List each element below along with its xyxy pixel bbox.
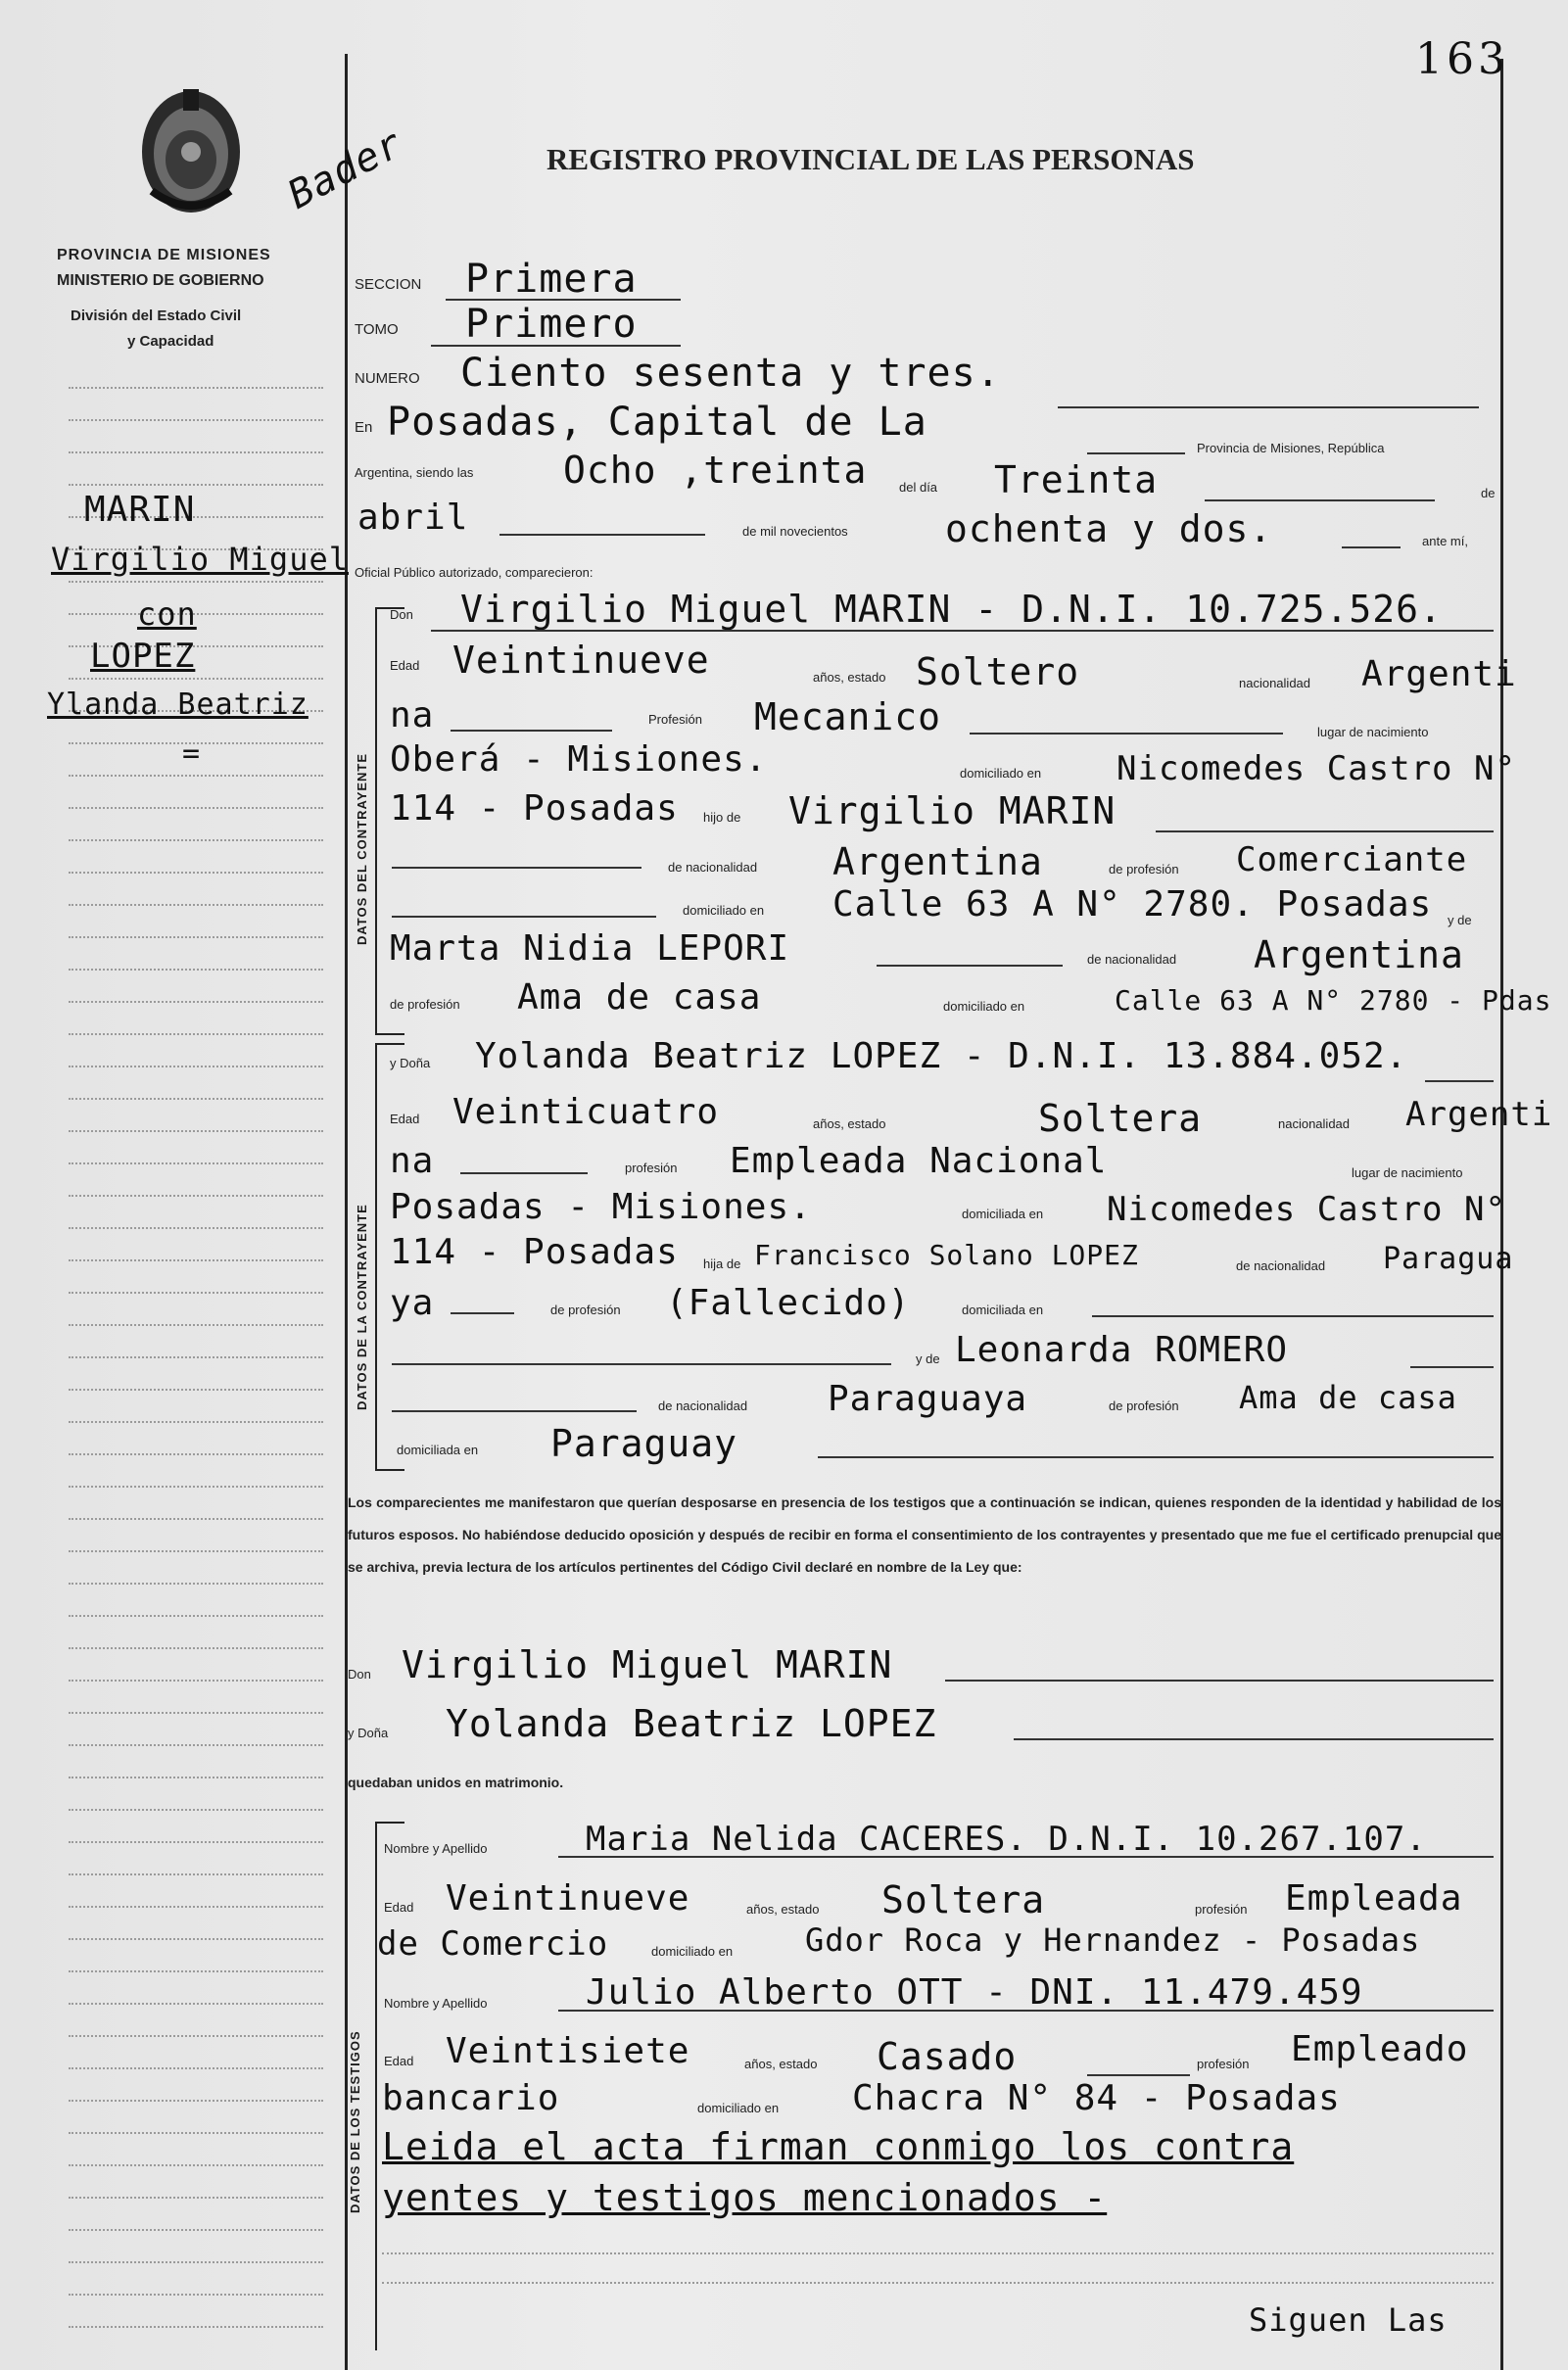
margin-rule-line bbox=[69, 1744, 323, 1746]
testigo2-profesion-1: Empleado bbox=[1291, 2029, 1469, 2069]
margin-rule-line bbox=[69, 1130, 323, 1132]
testigo2-edad-label: Edad bbox=[384, 2054, 414, 2068]
contrayenta-madre-dom-label: domiciliada en bbox=[397, 1443, 479, 1457]
dona-label: y Doña bbox=[390, 1056, 431, 1070]
testigos-bracket-top bbox=[375, 1822, 404, 1824]
declaracion-dona-label: y Doña bbox=[348, 1726, 389, 1740]
margin-rule-line bbox=[69, 936, 323, 938]
contrayente-estado: Soltero bbox=[916, 650, 1080, 693]
margin-rule-line bbox=[69, 2035, 323, 2037]
de-mil-label: de mil novecientos bbox=[742, 524, 848, 539]
contrayenta-domicilio-label: domiciliada en bbox=[962, 1207, 1044, 1221]
contrayenta-edad: Veinticuatro bbox=[452, 1092, 720, 1132]
testigos-bracket bbox=[375, 1822, 377, 2350]
margin-rule-line bbox=[69, 1518, 323, 1520]
don-label: Don bbox=[390, 607, 413, 622]
margin-rule-line bbox=[69, 2164, 323, 2166]
en-label: En bbox=[355, 419, 373, 436]
margin-rule-line bbox=[69, 2229, 323, 2231]
testigo1-edad-label: Edad bbox=[384, 1900, 414, 1915]
contrayente-padre-dom: Calle 63 A N° 2780. Posadas bbox=[832, 884, 1433, 924]
contrayente-domicilio-2: 114 - Posadas bbox=[390, 788, 679, 829]
margin-rule-line bbox=[69, 1001, 323, 1003]
seccion-value: Primera bbox=[465, 257, 638, 302]
testigos-side-label: DATOS DE LOS TESTIGOS bbox=[348, 2030, 362, 2213]
margin-rule-line bbox=[69, 1292, 323, 1294]
contrayenta-y-de-label: y de bbox=[916, 1351, 940, 1366]
ante-mi-label: ante mí, bbox=[1422, 534, 1468, 548]
padre-prof-label: de profesión bbox=[1109, 862, 1179, 877]
contrayente-edad: Veintinueve bbox=[452, 639, 710, 682]
margin-rule-line bbox=[69, 1970, 323, 1972]
margin-rule-line bbox=[69, 1906, 323, 1908]
declaracion-don: Virgilio Miguel MARIN bbox=[402, 1643, 893, 1686]
testigo1-edad: Veintinueve bbox=[446, 1878, 690, 1919]
margin-rule-line bbox=[69, 1873, 323, 1875]
margin-rule-line bbox=[69, 807, 323, 809]
coat-of-arms-icon bbox=[132, 83, 250, 220]
mes-value: abril bbox=[357, 498, 469, 538]
contrayente-padre: Virgilio MARIN bbox=[788, 789, 1117, 832]
contrayente-profesion: Mecanico bbox=[754, 695, 942, 738]
contrayenta-bracket bbox=[375, 1043, 377, 1469]
closing-line-2: yentes y testigos mencionados - bbox=[382, 2176, 1108, 2219]
contrayenta-padre-nac-1: Paragua bbox=[1383, 1242, 1514, 1276]
provincia-label: Provincia de Misiones, República bbox=[1197, 441, 1385, 455]
division-label-2: y Capacidad bbox=[127, 333, 214, 350]
margin-rule-line bbox=[69, 1195, 323, 1197]
margin-rule-line bbox=[69, 2326, 323, 2328]
margin-rule-line bbox=[69, 2132, 323, 2134]
margin-rule-line bbox=[69, 387, 323, 389]
margin-rule-line bbox=[69, 1486, 323, 1488]
margin-rule-line bbox=[69, 1841, 323, 1843]
declaracion-dona: Yolanda Beatriz LOPEZ bbox=[446, 1702, 937, 1745]
margin-note-surname-2: LOPEZ bbox=[90, 637, 196, 676]
contrayente-nacionalidad-1: Argenti bbox=[1361, 654, 1517, 694]
testigo1-estado-label: años, estado bbox=[746, 1902, 820, 1917]
testigo1-domicilio: Gdor Roca y Hernandez - Posadas bbox=[805, 1921, 1421, 1959]
margin-rule-line bbox=[69, 678, 323, 680]
margin-rule-line bbox=[69, 1259, 323, 1261]
contrayenta-nombre: Yolanda Beatriz LOPEZ - D.N.I. 13.884.052. bbox=[475, 1036, 1408, 1076]
margin-rule-line bbox=[69, 1421, 323, 1423]
hija-label: hija de bbox=[703, 1256, 741, 1271]
hora-value: Ocho ,treinta bbox=[563, 449, 868, 492]
margin-rule-line bbox=[69, 1777, 323, 1778]
margin-rule-line bbox=[69, 1098, 323, 1100]
testigo1-domicilio-label: domiciliado en bbox=[651, 1944, 734, 1959]
numero-label: NUMERO bbox=[355, 370, 420, 387]
madre-nac-label: de nacionalidad bbox=[1087, 952, 1177, 967]
testigo2-nombre-label: Nombre y Apellido bbox=[384, 1996, 488, 2011]
estado-label: años, estado bbox=[813, 670, 886, 685]
contrayente-domicilio-1: Nicomedes Castro N° bbox=[1117, 749, 1516, 788]
contrayente-nacionalidad-2: na bbox=[390, 695, 435, 735]
document-title: REGISTRO PROVINCIAL DE LAS PERSONAS bbox=[546, 142, 1195, 176]
closing-line-1: Leida el acta firman conmigo los contra bbox=[382, 2125, 1295, 2168]
margin-rule-line bbox=[69, 969, 323, 971]
margin-note-names-2: Ylanda Beatriz bbox=[47, 687, 309, 722]
contrayenta-side-label: DATOS DE LA CONTRAYENTE bbox=[355, 1204, 369, 1410]
padre-dom-label: domiciliado en bbox=[683, 903, 765, 918]
dia-value: Treinta bbox=[994, 458, 1159, 501]
contrayente-side-label: DATOS DEL CONTRAYENTE bbox=[355, 752, 369, 945]
y-de-label: y de bbox=[1448, 913, 1472, 927]
testigo2-estado: Casado bbox=[877, 2035, 1018, 2078]
header-signature: Bader bbox=[280, 120, 410, 218]
nacionalidad-label: nacionalidad bbox=[1239, 676, 1311, 690]
argentina-label: Argentina, siendo las bbox=[355, 465, 474, 480]
ministry-label: MINISTERIO DE GOBIERNO bbox=[57, 272, 264, 289]
margin-rule-line bbox=[69, 1033, 323, 1035]
contrayenta-estado: Soltera bbox=[1038, 1097, 1203, 1140]
margin-rule-line bbox=[69, 1583, 323, 1585]
testigo2-domicilio: Chacra N° 84 - Posadas bbox=[852, 2078, 1341, 2118]
testigo2-profesion-2: bancario bbox=[382, 2078, 560, 2118]
contrayente-madre-nac: Argentina bbox=[1254, 933, 1464, 976]
margin-rule-line bbox=[69, 1066, 323, 1067]
de-label: de bbox=[1481, 486, 1496, 500]
margin-rule-line bbox=[69, 581, 323, 583]
oficial-label: Oficial Público autorizado, comparecieron: bbox=[355, 565, 594, 580]
contrayenta-padre-prof-label: de profesión bbox=[550, 1303, 621, 1317]
contrayente-bracket-bottom bbox=[375, 1033, 404, 1035]
margin-rule-line bbox=[69, 1356, 323, 1358]
testigo1-profesion-2: de Comercio bbox=[377, 1924, 609, 1964]
contrayente-padre-nac: Argentina bbox=[832, 840, 1043, 883]
padre-nac-label: de nacionalidad bbox=[668, 860, 758, 875]
margin-rule-line bbox=[69, 1324, 323, 1326]
margin-note-names: Virgilio Miguel bbox=[51, 541, 349, 578]
contrayenta-domicilio-2: 114 - Posadas bbox=[390, 1232, 679, 1272]
margin-rule-line bbox=[69, 1809, 323, 1811]
margin-rule-line bbox=[69, 484, 323, 486]
margin-rule-line bbox=[69, 904, 323, 906]
declaration-text: Los comparecientes me manifestaron que querían desposarse en presencia de los testigos que a continuación se indican, quienes responden de la identidad y habilidad de los futuros esposos. No habiéndose deducido oposición y después de recibir en forma el consentimiento de los contrayentes y presentado que me fue el certificado prenupcial que se archiva, previa lectura de los artículos pertinentes del Código Civil declaré en nombre de la Ley que: bbox=[348, 1494, 1501, 1575]
tomo-value: Primero bbox=[465, 302, 638, 347]
contrayenta-nacionalidad-2: na bbox=[390, 1141, 435, 1181]
margin-line bbox=[345, 54, 348, 2370]
contrayente-bracket bbox=[375, 607, 377, 1033]
lugar-value: Posadas, Capital de La bbox=[387, 400, 927, 445]
contrayenta-madre-prof-label: de profesión bbox=[1109, 1398, 1179, 1413]
testigo2-nombre: Julio Alberto OTT - DNI. 11.479.459 bbox=[586, 1972, 1363, 2013]
testigo1-profesion-1: Empleada bbox=[1285, 1878, 1463, 1919]
contrayente-madre-prof: Ama de casa bbox=[517, 977, 762, 1018]
testigo2-profesion-label: profesión bbox=[1197, 2057, 1250, 2071]
margin-note-equals: = bbox=[182, 736, 202, 771]
contrayenta-profesion: Empleada Nacional bbox=[730, 1141, 1108, 1181]
contrayenta-padre-nac-label: de nacionalidad bbox=[1236, 1258, 1326, 1273]
madre-prof-label: de profesión bbox=[390, 997, 460, 1012]
contrayenta-madre-nac-label: de nacionalidad bbox=[658, 1398, 748, 1413]
unidos-label: quedaban unidos en matrimonio. bbox=[348, 1775, 564, 1790]
margin-rule-line bbox=[69, 1615, 323, 1617]
contrayenta-bracket-bottom bbox=[375, 1469, 404, 1471]
margin-rule-line bbox=[69, 1227, 323, 1229]
contrayenta-padre-prof: (Fallecido) bbox=[666, 1283, 911, 1323]
contrayente-nombre: Virgilio Miguel MARIN - D.N.I. 10.725.526. bbox=[460, 588, 1443, 631]
testigo1-nombre: Maria Nelida CACERES. D.N.I. 10.267.107. bbox=[586, 1820, 1427, 1859]
del-dia-label: del día bbox=[899, 480, 938, 495]
contrayenta-madre-nac: Paraguaya bbox=[828, 1379, 1028, 1419]
province-label: PROVINCIA DE MISIONES bbox=[57, 247, 271, 263]
margin-rule-line bbox=[69, 1938, 323, 1940]
seccion-label: SECCION bbox=[355, 276, 422, 293]
contrayenta-madre-dom: Paraguay bbox=[550, 1422, 738, 1465]
profesion-label: Profesión bbox=[648, 712, 702, 727]
division-label-1: División del Estado Civil bbox=[71, 308, 242, 324]
margin-rule-line bbox=[69, 1712, 323, 1714]
testigo1-nombre-label: Nombre y Apellido bbox=[384, 1841, 488, 1856]
margin-note-surname: MARIN bbox=[84, 490, 196, 530]
margin-rule-line bbox=[69, 1389, 323, 1391]
contrayenta-profesion-label: profesión bbox=[625, 1161, 678, 1175]
contrayenta-lugar-nacimiento: Posadas - Misiones. bbox=[390, 1187, 812, 1227]
margin-rule-line bbox=[69, 1550, 323, 1552]
domicilio-label: domiciliado en bbox=[960, 766, 1042, 781]
contrayenta-padre-dom-label: domiciliada en bbox=[962, 1303, 1044, 1317]
anio-value: ochenta y dos. bbox=[945, 507, 1273, 550]
margin-rule-line bbox=[69, 2067, 323, 2069]
contrayenta-nacionalidad-1: Argenti bbox=[1405, 1095, 1553, 1134]
contrayenta-domicilio-1: Nicomedes Castro N° bbox=[1107, 1190, 1506, 1229]
madre-dom-label: domiciliado en bbox=[943, 999, 1025, 1014]
margin-rule-line bbox=[69, 2197, 323, 2199]
testigo2-estado-label: años, estado bbox=[744, 2057, 818, 2071]
page-number: 163 bbox=[1415, 34, 1509, 84]
contrayenta-bracket-top bbox=[375, 1043, 404, 1045]
margin-rule-line bbox=[69, 1453, 323, 1455]
margin-rule-line bbox=[69, 839, 323, 841]
margin-rule-line bbox=[69, 1162, 323, 1164]
margin-rule-line bbox=[69, 451, 323, 453]
tomo-label: TOMO bbox=[355, 321, 399, 338]
contrayente-madre: Marta Nidia LEPORI bbox=[390, 928, 790, 969]
margin-rule-line bbox=[69, 872, 323, 874]
margin-rule-line bbox=[69, 775, 323, 777]
margin-rule-line bbox=[69, 2294, 323, 2296]
contrayenta-nacionalidad-label: nacionalidad bbox=[1278, 1116, 1351, 1131]
margin-rule-line bbox=[69, 419, 323, 421]
contrayente-lugar-nacimiento: Oberá - Misiones. bbox=[390, 739, 768, 780]
margin-rule-line bbox=[69, 2261, 323, 2263]
margin-rule-line bbox=[69, 2100, 323, 2102]
testigo1-estado: Soltera bbox=[881, 1878, 1046, 1921]
margin-rule-line bbox=[69, 2003, 323, 2005]
contrayente-padre-prof: Comerciante bbox=[1236, 840, 1468, 879]
hijo-label: hijo de bbox=[703, 810, 741, 825]
continues-note: Siguen Las bbox=[1249, 2301, 1448, 2339]
declaracion-don-label: Don bbox=[348, 1667, 371, 1682]
numero-value: Ciento sesenta y tres. bbox=[460, 351, 1001, 396]
margin-note-con: con bbox=[137, 595, 197, 633]
contrayenta-padre-nac-2: ya bbox=[390, 1283, 435, 1323]
contrayenta-estado-label: años, estado bbox=[813, 1116, 886, 1131]
contrayenta-edad-label: Edad bbox=[390, 1112, 420, 1126]
contrayenta-lugar-nac-label: lugar de nacimiento bbox=[1352, 1165, 1463, 1180]
edad-label: Edad bbox=[390, 658, 420, 673]
contrayenta-madre-prof: Ama de casa bbox=[1239, 1379, 1457, 1416]
testigo2-edad: Veintisiete bbox=[446, 2031, 690, 2071]
lugar-nacimiento-label: lugar de nacimiento bbox=[1317, 725, 1429, 739]
contrayente-madre-dom: Calle 63 A N° 2780 - Pdas bbox=[1115, 984, 1552, 1017]
margin-rule-line bbox=[69, 1680, 323, 1682]
testigo1-profesion-label: profesión bbox=[1195, 1902, 1248, 1917]
margin-rule-line bbox=[69, 1647, 323, 1649]
testigo2-domicilio-label: domiciliado en bbox=[697, 2101, 780, 2115]
contrayenta-madre: Leonarda ROMERO bbox=[955, 1330, 1289, 1370]
contrayenta-padre: Francisco Solano LOPEZ bbox=[754, 1239, 1139, 1271]
